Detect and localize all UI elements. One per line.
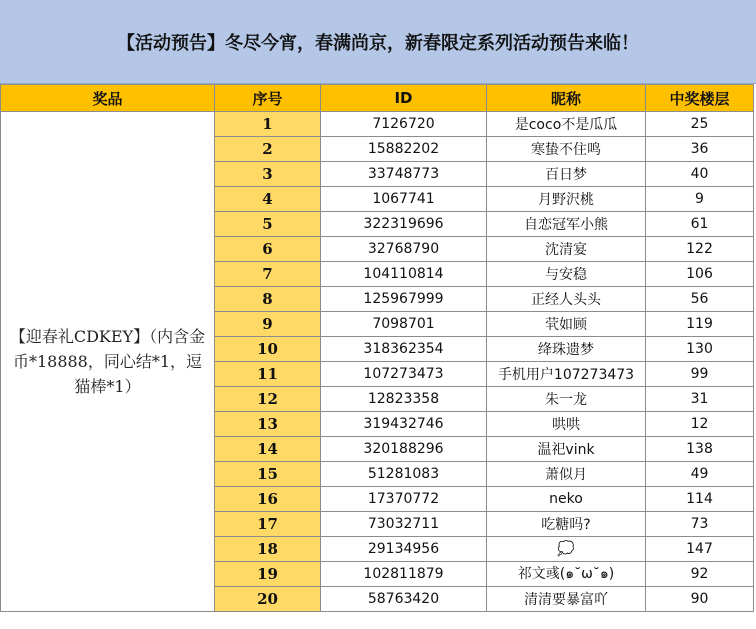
row-nickname: 💭 — [487, 537, 646, 562]
row-number: 1 — [215, 112, 321, 137]
row-id: 319432746 — [321, 412, 487, 437]
row-number: 17 — [215, 512, 321, 537]
row-nickname: 百日梦 — [487, 162, 646, 187]
row-id: 73032711 — [321, 512, 487, 537]
announcement-banner — [0, 0, 756, 84]
header-id: ID — [321, 85, 487, 112]
row-nickname: neko — [487, 487, 646, 512]
row-floor: 130 — [646, 337, 754, 362]
row-id: 17370772 — [321, 487, 487, 512]
row-nickname: 茕如顾 — [487, 312, 646, 337]
table-row — [1, 112, 754, 137]
row-number: 9 — [215, 312, 321, 337]
row-number: 4 — [215, 187, 321, 212]
row-nickname: 与安稳 — [487, 262, 646, 287]
row-number: 8 — [215, 287, 321, 312]
row-floor: 114 — [646, 487, 754, 512]
row-nickname: 沈清宴 — [487, 237, 646, 262]
row-floor: 12 — [646, 412, 754, 437]
row-id: 33748773 — [321, 162, 487, 187]
row-number: 18 — [215, 537, 321, 562]
row-nickname: 萧似月 — [487, 462, 646, 487]
row-floor: 31 — [646, 387, 754, 412]
row-floor: 40 — [646, 162, 754, 187]
row-floor: 61 — [646, 212, 754, 237]
row-id: 107273473 — [321, 362, 487, 387]
banner-title: 【活动预告】冬尽今宵，春满尚京，新春限定系列活动预告来临！ — [117, 32, 639, 54]
row-nickname: 哄哄 — [487, 412, 646, 437]
row-id: 29134956 — [321, 537, 487, 562]
row-number: 6 — [215, 237, 321, 262]
row-floor: 122 — [646, 237, 754, 262]
row-number: 15 — [215, 462, 321, 487]
row-id: 12823358 — [321, 387, 487, 412]
winners-table — [0, 84, 754, 612]
row-floor: 106 — [646, 262, 754, 287]
row-nickname: 月野沢桃 — [487, 187, 646, 212]
row-id: 51281083 — [321, 462, 487, 487]
row-nickname: 是coco不是瓜瓜 — [487, 112, 646, 137]
row-floor: 73 — [646, 512, 754, 537]
row-id: 7126720 — [321, 112, 487, 137]
row-number: 5 — [215, 212, 321, 237]
row-nickname: 祁文彧(๑˘ω˘๑) — [487, 562, 646, 587]
row-nickname: 绛珠遗梦 — [487, 337, 646, 362]
row-id: 322319696 — [321, 212, 487, 237]
row-nickname: 朱一龙 — [487, 387, 646, 412]
row-number: 7 — [215, 262, 321, 287]
row-id: 125967999 — [321, 287, 487, 312]
row-number: 11 — [215, 362, 321, 387]
row-number: 16 — [215, 487, 321, 512]
row-floor: 99 — [646, 362, 754, 387]
row-nickname: 正经人头头 — [487, 287, 646, 312]
row-number: 12 — [215, 387, 321, 412]
row-floor: 147 — [646, 537, 754, 562]
row-id: 320188296 — [321, 437, 487, 462]
row-nickname: 清清要暴富吖 — [487, 587, 646, 612]
row-id: 102811879 — [321, 562, 487, 587]
row-floor: 138 — [646, 437, 754, 462]
row-id: 15882202 — [321, 137, 487, 162]
row-number: 2 — [215, 137, 321, 162]
row-id: 318362354 — [321, 337, 487, 362]
row-number: 19 — [215, 562, 321, 587]
row-nickname: 自恋冠军小熊 — [487, 212, 646, 237]
row-id: 1067741 — [321, 187, 487, 212]
header-floor: 中奖楼层 — [646, 85, 754, 112]
row-nickname: 手机用户107273473 — [487, 362, 646, 387]
header-nickname: 昵称 — [487, 85, 646, 112]
row-nickname: 吃糖吗? — [487, 512, 646, 537]
row-floor: 49 — [646, 462, 754, 487]
row-id: 58763420 — [321, 587, 487, 612]
row-number: 14 — [215, 437, 321, 462]
row-nickname: 温祀vink — [487, 437, 646, 462]
header-number: 序号 — [215, 85, 321, 112]
row-floor: 36 — [646, 137, 754, 162]
prize-cell: 【迎春礼CDKEY】（内含金币*18888，同心结*1，逗猫棒*1） — [1, 112, 215, 612]
row-id: 7098701 — [321, 312, 487, 337]
row-number: 13 — [215, 412, 321, 437]
row-number: 10 — [215, 337, 321, 362]
row-number: 3 — [215, 162, 321, 187]
row-id: 32768790 — [321, 237, 487, 262]
row-floor: 9 — [646, 187, 754, 212]
table-header-row — [1, 85, 754, 112]
row-floor: 56 — [646, 287, 754, 312]
row-number: 20 — [215, 587, 321, 612]
row-floor: 90 — [646, 587, 754, 612]
row-floor: 92 — [646, 562, 754, 587]
row-id: 104110814 — [321, 262, 487, 287]
header-prize: 奖品 — [1, 85, 215, 112]
row-floor: 25 — [646, 112, 754, 137]
row-floor: 119 — [646, 312, 754, 337]
row-nickname: 寒蛰不住鸣 — [487, 137, 646, 162]
